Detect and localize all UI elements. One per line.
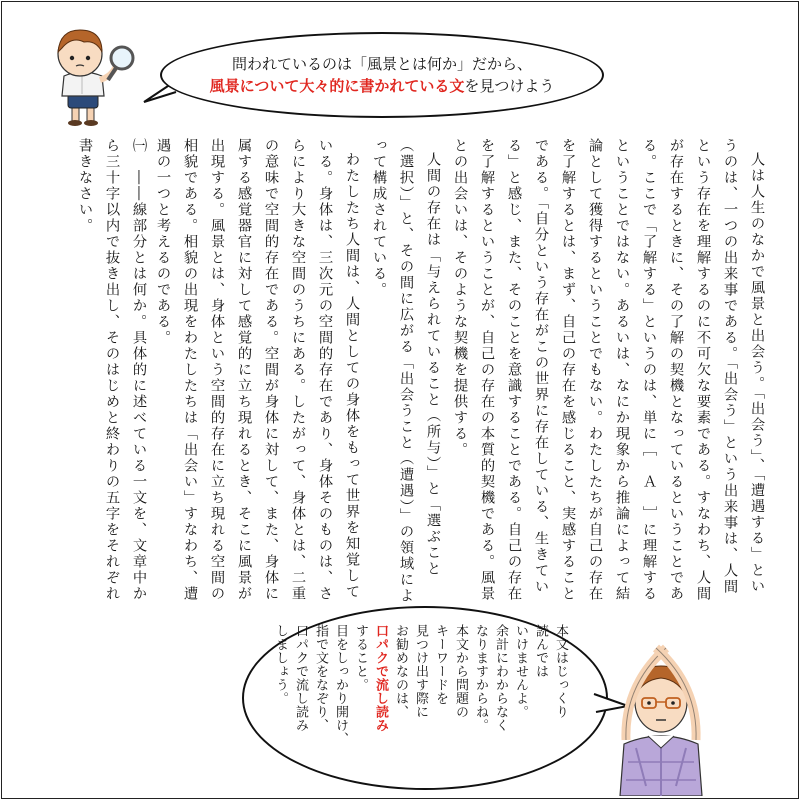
bottom-line-8: 見つけ出す際に (413, 624, 428, 719)
bottom-line-9: お勧めなのは、 (393, 624, 408, 719)
bottom-line-15: しましょう。 (273, 624, 288, 705)
bottom-line-4: 余計にわからなく (493, 624, 508, 732)
bottom-line-10-highlight: 口パクで流し読み (373, 624, 388, 732)
question-number: ㈠ (131, 138, 147, 154)
bottom-line-6: 本文から問題の (453, 624, 468, 719)
top-bubble-line1: 問われているのは「風景とは何か」だから、 (231, 55, 532, 73)
bottom-line-7: キーワードを (433, 624, 448, 705)
bottom-bubble-text (270, 624, 570, 774)
bottom-line-11: すること。 (353, 624, 368, 692)
top-speech-bubble (160, 32, 604, 118)
bottom-line-12: 目をしっかり開け、 (333, 624, 348, 746)
bottom-line-2: 読んでは (533, 624, 548, 678)
bottom-line-1: 本文はじっくり (553, 624, 568, 719)
vertical-passage (152, 138, 770, 608)
page (1, 1, 799, 799)
teacher-with-crossed-arms-illustration (606, 636, 716, 796)
magnifying-glass-icon (108, 47, 133, 80)
boy-with-magnifier-illustration (32, 22, 142, 127)
question-text: ――線部分とは何か。具体的に述べている一文を、文章中から三十字以内で抜き出し、そのはじめと終わりの五字をそれぞれ書きなさい。 (77, 138, 147, 602)
passage-paragraph-3: わたしたち人間は、人間としての身体をもって世界を知覚している。身体は、三次元の空間的存在であり、身体そのものは、さらにより大きな空間のうちにある。したがって、身体とは、二重の意味で空間的存在である。空間が身体に対して、また、身体に属する感覚器官に対して感覚的に立ち現れるとき、そこに風景が出現する。風景とは、身体という空間的存在に立ち現れる空間の相貌である。相貌の出現をわたしたちは「出会い」すなわち、遭遇の一つと考えるのである。 (155, 138, 360, 602)
bottom-line-13: 指で文をなぞり、 (313, 624, 328, 732)
top-bubble-highlight: 風景について大々的に書かれている文 (209, 77, 465, 95)
question-line (71, 138, 152, 608)
bottom-line-3: いけませんよ。 (513, 624, 528, 719)
bottom-line-14: 口パクで流し読み (293, 624, 308, 732)
top-bubble-line2-tail: を見つけよう (464, 77, 555, 95)
question-block (54, 138, 152, 608)
top-bubble-line2 (210, 75, 555, 97)
bottom-line-5: なりますからね。 (473, 624, 488, 732)
passage-paragraph-2: 人間の存在は「与えられていること（所与）」と「選ぶこと（選択）」と、その間に広がる「出会うこと（遭遇）」の領域によって構成されている。 (371, 138, 441, 604)
passage-paragraph-1: 人は人生のなかで風景と出会う。「出会う」、「遭遇する」というのは、一つの出来事である。「出会う」という出来事は、人間という存在を理解するのに不可欠な要素である。すなわち、人間が存在するときに、その了解の契機となっているということである。ここで「了解する」というのは、単に［ Ａ ］に理解するということではない。あるいは、なにか現象から推論によって結論として獲得するということでもない。わたしたちが自己の存在を了解するとは、まず、自己の存在を感じること、実感することである。「自分という存在がこの世界に存在している、生きている」と感じ、また、そのことを意識することである。自己の存在を了解するということが、自己の存在の本質的契機である。風景との出会いは、そのような契機を提供する。 (452, 138, 765, 602)
